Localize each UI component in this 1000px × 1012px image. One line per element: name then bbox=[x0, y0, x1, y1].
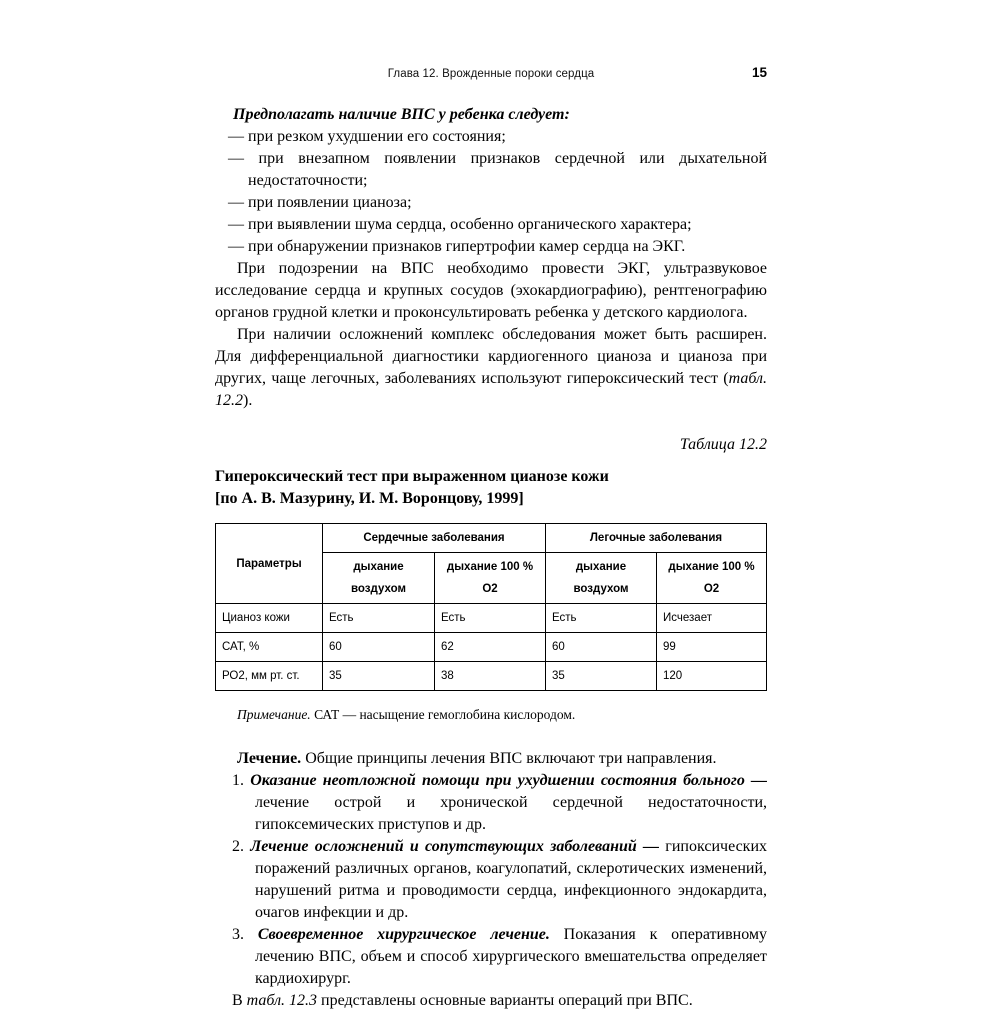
closing-paragraph bbox=[215, 990, 767, 1012]
table-caption: Таблица 12.2 bbox=[679, 436, 767, 453]
table-group-pulmonary: Легочные заболевания bbox=[546, 524, 767, 553]
item-text: лечение острой и хронической сердечной недостаточности, гипоксемических приступов и др. bbox=[255, 794, 767, 833]
treatment-item-2 bbox=[215, 836, 767, 924]
section-heading: Предполагать наличие ВПС у ребенка следует: bbox=[233, 106, 570, 123]
table-cell-param: РО2, мм рт. ст. bbox=[216, 662, 323, 691]
bullet-item: — при выявлении шума сердца, особенно органического характера; bbox=[228, 216, 692, 233]
table-title bbox=[215, 466, 767, 510]
treatment-lead-paragraph bbox=[215, 748, 767, 770]
table-note bbox=[215, 706, 767, 724]
table-cell: Есть bbox=[323, 604, 435, 633]
table-cell: 35 bbox=[323, 662, 435, 691]
bullet-item: — при внезапном появлении признаков сердечной или дыхательной недостаточности; bbox=[228, 150, 767, 189]
table-subheader: дыхание воздухом bbox=[323, 553, 435, 604]
table-subheader: дыхание 100 % О2 bbox=[435, 553, 546, 604]
table-header-parameters: Параметры bbox=[216, 524, 323, 604]
item-text: Показания к оперативному лечению ВПС, объем и способ хирургического вмешательства определяет кардиохирург. bbox=[255, 926, 768, 987]
item-lead: Оказание неотложной помощи при ухудшении состояния больного — bbox=[250, 772, 768, 789]
table-cell: Есть bbox=[546, 604, 657, 633]
item-lead: Своевременное хирургическое лечение. bbox=[257, 926, 550, 943]
paragraph: При подозрении на ВПС необходимо провести ЭКГ, ультразвуковое исследование сердца и крупных сосудов (эхокардиографию), рентгенографию органов грудной клетки и проконсультировать ребенка у детского кардиолога. bbox=[215, 260, 767, 321]
item-number: 1. bbox=[232, 772, 244, 789]
treatment-item-3 bbox=[215, 924, 767, 990]
table-reference: табл. 12.3 bbox=[246, 992, 318, 1009]
hyperoxia-test-table bbox=[215, 523, 767, 691]
table-row bbox=[216, 604, 767, 633]
table-group-cardiac: Сердечные заболевания bbox=[323, 524, 546, 553]
closing-text: представлены основные варианты операций при ВПС. bbox=[317, 992, 693, 1009]
table-row bbox=[216, 662, 767, 691]
table-cell: 38 bbox=[435, 662, 546, 691]
table-cell: 99 bbox=[657, 633, 767, 662]
item-lead: Лечение осложнений и сопутствующих заболеваний — bbox=[250, 838, 660, 855]
treatment-item-1 bbox=[215, 770, 767, 836]
table-cell: 60 bbox=[323, 633, 435, 662]
table-row bbox=[216, 633, 767, 662]
bullet-item: — при появлении цианоза; bbox=[228, 194, 412, 211]
paragraph-text: При наличии осложнений комплекс обследования может быть расширен. Для дифференциальной диагностики кардиогенного цианоза и цианоза при других, чаще легочных, заболеваниях используют гипероксический тест ( bbox=[215, 326, 767, 387]
page-content bbox=[215, 65, 768, 1012]
paragraph-text: ). bbox=[243, 392, 253, 409]
table-cell: Есть bbox=[435, 604, 546, 633]
table-title-line2: [по А. В. Мазурину, И. М. Воронцову, 1999] bbox=[215, 490, 524, 507]
item-text: гипоксических поражений различных органов, коагулопатий, склеротических изменений, нарушений ритма и проводимости сердца, инфекционного эндокардита, очагов инфекции и др. bbox=[255, 838, 768, 921]
bullet-item: — при обнаружении признаков гипертрофии камер сердца на ЭКГ. bbox=[228, 238, 686, 255]
table-cell: 35 bbox=[546, 662, 657, 691]
note-text: САТ — насыщение гемоглобина кислородом. bbox=[310, 707, 576, 722]
treatment-lead-term: Лечение. bbox=[237, 750, 302, 767]
table-cell: 62 bbox=[435, 633, 546, 662]
bullet-item: — при резком ухудшении его состояния; bbox=[228, 128, 506, 145]
closing-text: В bbox=[232, 992, 247, 1009]
item-number: 3. bbox=[232, 926, 244, 943]
table-subheader: дыхание 100 % О2 bbox=[657, 553, 767, 604]
page-number: 15 bbox=[751, 65, 767, 80]
note-label: Примечание. bbox=[237, 707, 311, 722]
table-reference: табл. 12.2 bbox=[215, 370, 767, 409]
running-head bbox=[215, 65, 767, 84]
table-cell-param: Цианоз кожи bbox=[216, 604, 323, 633]
table-cell: 120 bbox=[657, 662, 767, 691]
table-title-line1: Гипероксический тест при выраженном цианозе кожи bbox=[215, 468, 609, 485]
item-number: 2. bbox=[232, 838, 244, 855]
body-text-block bbox=[215, 104, 767, 1012]
paragraph bbox=[215, 324, 767, 412]
table-cell: Исчезает bbox=[657, 604, 767, 633]
table-subheader: дыхание воздухом bbox=[546, 553, 657, 604]
table-cell: 60 bbox=[546, 633, 657, 662]
table-cell-param: САТ, % bbox=[216, 633, 323, 662]
treatment-lead-text: Общие принципы лечения ВПС включают три направления. bbox=[301, 750, 717, 767]
chapter-title: Глава 12. Врожденные пороки сердца bbox=[387, 68, 595, 80]
